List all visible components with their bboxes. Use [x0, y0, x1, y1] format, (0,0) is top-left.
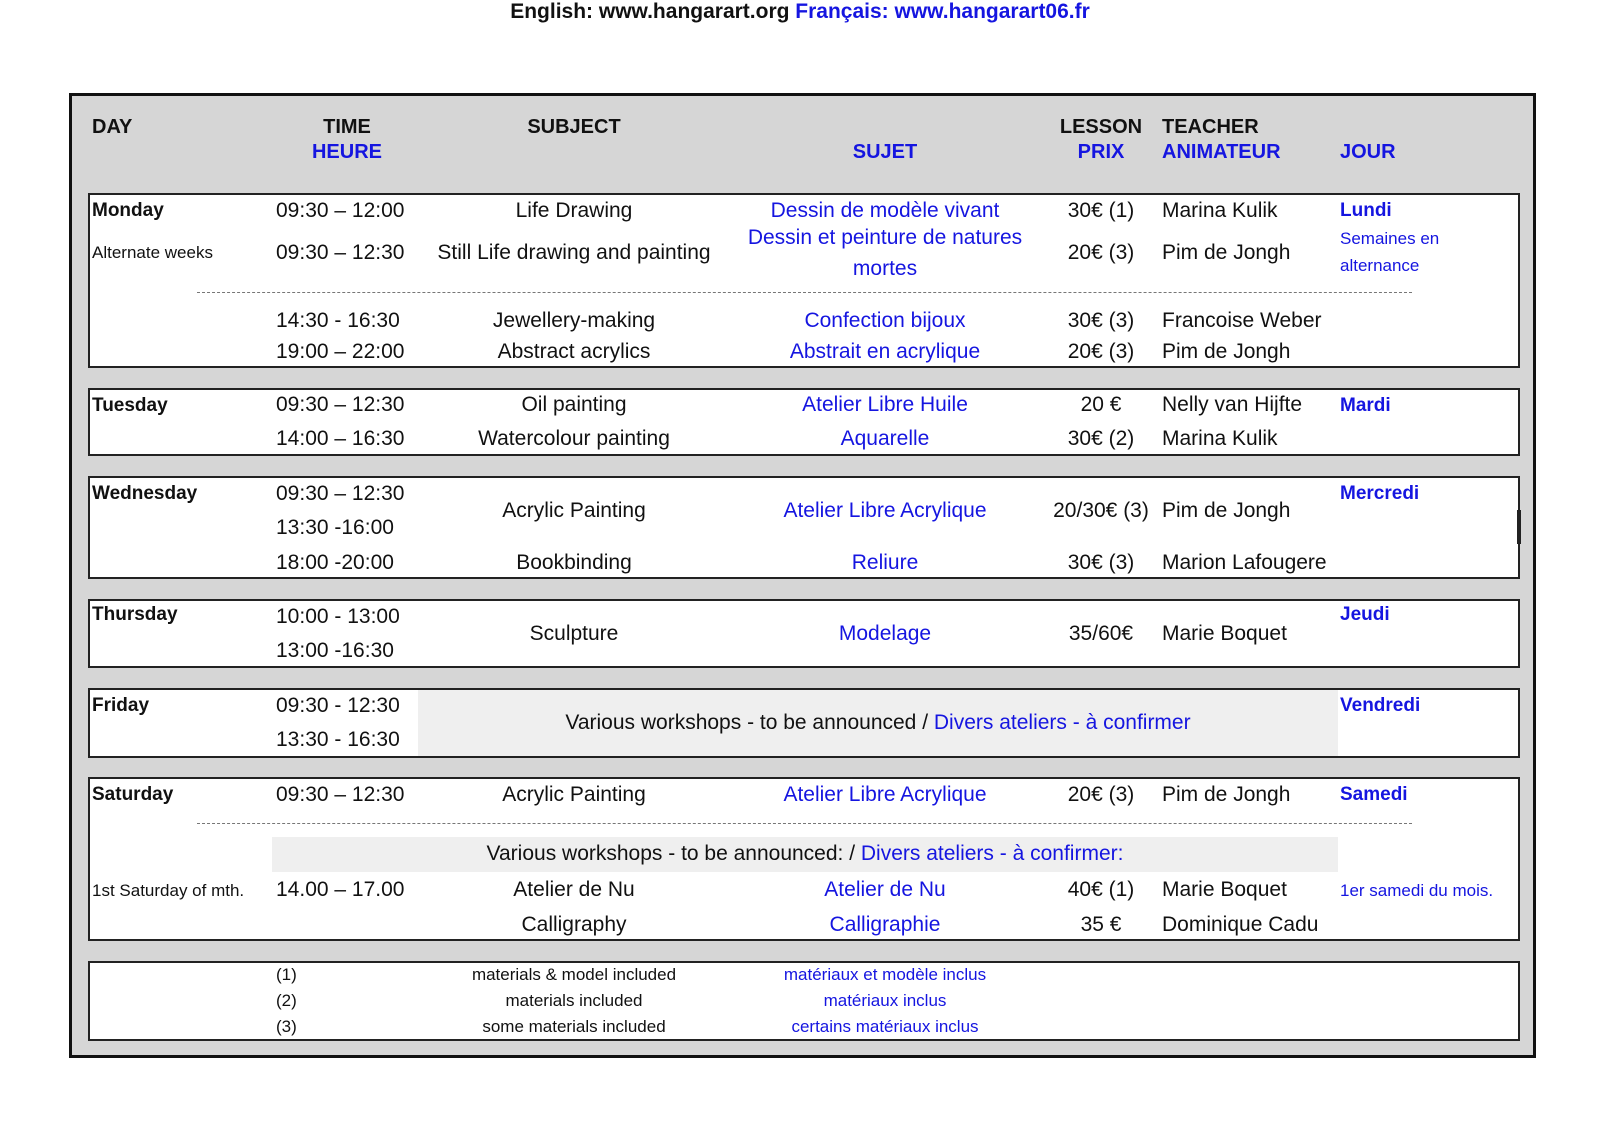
saturday-teacher-2: Marie Boquet — [1162, 878, 1287, 901]
tuesday-row2-price: 30€ (2) — [1067, 427, 1135, 450]
tuesday-jour: Mardi — [1340, 395, 1391, 416]
col-header-prix: PRIX — [1077, 141, 1125, 163]
friday-label: Friday — [92, 695, 150, 716]
wednesday-price-1: 20/30€ (3) — [1053, 499, 1149, 522]
wednesday-subject-1: Acrylic Painting — [502, 499, 646, 522]
saturday-sujet-1: Atelier Libre Acrylique — [783, 783, 987, 806]
friday-time-2: 13:30 - 16:30 — [276, 728, 400, 751]
saturday-announcement-fr: Divers ateliers - à confirmer: — [860, 842, 1124, 865]
col-header-heure: HEURE — [311, 141, 382, 163]
monday-divider — [197, 292, 1412, 293]
monday-jour: Lundi — [1340, 200, 1392, 221]
wednesday-jour: Mercredi — [1340, 483, 1420, 504]
monday-row2-teacher: Pim de Jongh — [1162, 241, 1291, 264]
saturday-subject-2: Atelier de Nu — [513, 878, 635, 901]
footnote-1-en: materials & model included — [471, 965, 677, 984]
monday-row2-price: 20€ (3) — [1067, 241, 1135, 264]
saturday-time-2: 14.00 – 17.00 — [276, 878, 405, 901]
footnote-2-en: materials included — [505, 991, 643, 1010]
monday-row1-price: 30€ (1) — [1067, 199, 1135, 222]
monday-note: Alternate weeks — [92, 243, 213, 262]
friday-announcement — [418, 711, 1338, 735]
monday-note-fr-2: alternance — [1340, 256, 1420, 275]
wednesday-sujet-1: Atelier Libre Acrylique — [783, 499, 987, 522]
col-header-teacher: TEACHER — [1162, 116, 1259, 138]
monday-row3-price: 30€ (3) — [1067, 309, 1135, 332]
monday-row1-time: 09:30 – 12:00 — [276, 199, 405, 222]
english-url-link[interactable]: www.hangarart.org — [598, 0, 790, 23]
monday-row2-time: 09:30 – 12:30 — [276, 241, 405, 264]
saturday-price-1: 20€ (3) — [1067, 783, 1135, 806]
saturday-divider — [197, 823, 1412, 824]
friday-time-1: 09:30 - 12:30 — [276, 694, 400, 717]
monday-row1-sujet: Dessin de modèle vivant — [770, 199, 1000, 222]
footnote-2-fr: matériaux inclus — [823, 991, 947, 1010]
saturday-sujet-2: Atelier de Nu — [824, 878, 946, 901]
tuesday-row1-teacher: Nelly van Hijfte — [1162, 393, 1303, 416]
saturday-jour: Samedi — [1340, 784, 1408, 805]
col-header-lesson: LESSON — [1059, 116, 1143, 138]
thursday-label: Thursday — [92, 604, 178, 625]
footnote-1-mark: (1) — [276, 965, 297, 984]
monday-row3-sujet: Confection bijoux — [804, 309, 966, 332]
col-header-day: DAY — [92, 116, 133, 138]
scroll-marker — [1517, 510, 1521, 544]
saturday-price-2: 40€ (1) — [1067, 878, 1135, 901]
wednesday-teacher-2: Marion Lafougere — [1162, 551, 1327, 574]
tuesday-row1-subject: Oil painting — [521, 393, 627, 416]
friday-announcement-en: Various workshops - to be announced / — [565, 711, 934, 734]
saturday-announcement — [272, 842, 1338, 866]
saturday-sujet-3: Calligraphie — [829, 913, 941, 936]
monday-row4-time: 19:00 – 22:00 — [276, 340, 405, 363]
tuesday-row1-time: 09:30 – 12:30 — [276, 393, 405, 416]
wednesday-subject-2: Bookbinding — [516, 551, 632, 574]
footnote-2-mark: (2) — [276, 991, 297, 1010]
monday-row2-subject: Still Life drawing and painting — [437, 241, 711, 264]
saturday-time-1: 09:30 – 12:30 — [276, 783, 405, 806]
wednesday-label: Wednesday — [92, 483, 198, 504]
wednesday-time-1: 09:30 – 12:30 — [276, 482, 405, 505]
monday-label: Monday — [92, 200, 164, 221]
tuesday-row2-time: 14:00 – 16:30 — [276, 427, 405, 450]
footnote-3-mark: (3) — [276, 1017, 297, 1036]
french-url-link[interactable]: www.hangarart06.fr — [894, 0, 1090, 23]
monday-row3-subject: Jewellery-making — [492, 309, 656, 332]
monday-row1-subject: Life Drawing — [515, 199, 633, 222]
col-header-jour: JOUR — [1340, 141, 1396, 163]
thursday-subject: Sculpture — [529, 622, 619, 645]
saturday-teacher-1: Pim de Jongh — [1162, 783, 1291, 806]
french-label: Français: — [789, 0, 895, 23]
wednesday-time-3: 18:00 -20:00 — [276, 551, 394, 574]
col-header-time: TIME — [323, 116, 371, 138]
thursday-price: 35/60€ — [1068, 622, 1134, 645]
monday-row2-sujet-1: Dessin et peinture de natures — [747, 226, 1023, 249]
footnote-3-en: some materials included — [482, 1017, 666, 1036]
saturday-subject-3: Calligraphy — [521, 913, 627, 936]
thursday-teacher: Marie Boquet — [1162, 622, 1287, 645]
tuesday-row1-price: 20 € — [1080, 393, 1122, 416]
footnote-3-fr: certains matériaux inclus — [791, 1017, 979, 1036]
col-header-subject: SUBJECT — [527, 116, 621, 138]
english-label: English: — [510, 0, 599, 23]
monday-note-fr-1: Semaines en — [1340, 229, 1440, 248]
thursday-jour: Jeudi — [1340, 604, 1390, 625]
saturday-note-fr: 1er samedi du mois. — [1340, 881, 1494, 900]
tuesday-row2-sujet: Aquarelle — [840, 427, 930, 450]
friday-announcement-fr: Divers ateliers - à confirmer — [933, 711, 1191, 734]
wednesday-teacher-1: Pim de Jongh — [1162, 499, 1291, 522]
monday-row1-teacher: Marina Kulik — [1162, 199, 1278, 222]
monday-row4-subject: Abstract acrylics — [497, 340, 651, 363]
thursday-time-1: 10:00 - 13:00 — [276, 605, 400, 628]
saturday-announcement-en: Various workshops - to be announced: / — [486, 842, 861, 865]
header-links — [0, 0, 1600, 24]
saturday-note: 1st Saturday of mth. — [92, 881, 245, 900]
col-header-animateur: ANIMATEUR — [1162, 141, 1281, 163]
wednesday-price-2: 30€ (3) — [1067, 551, 1135, 574]
footnote-1-fr: matériaux et modèle inclus — [783, 965, 987, 984]
monday-row4-price: 20€ (3) — [1067, 340, 1135, 363]
monday-row3-time: 14:30 - 16:30 — [276, 309, 400, 332]
thursday-time-2: 13:00 -16:30 — [276, 639, 394, 662]
wednesday-time-2: 13:30 -16:00 — [276, 516, 394, 539]
tuesday-label: Tuesday — [92, 395, 168, 416]
thursday-sujet: Modelage — [838, 622, 932, 645]
tuesday-row2-teacher: Marina Kulik — [1162, 427, 1278, 450]
saturday-label: Saturday — [92, 784, 174, 805]
tuesday-row1-sujet: Atelier Libre Huile — [802, 393, 968, 416]
tuesday-row2-subject: Watercolour painting — [478, 427, 670, 450]
monday-row3-teacher: Francoise Weber — [1162, 309, 1322, 332]
monday-row4-teacher: Pim de Jongh — [1162, 340, 1291, 363]
friday-jour: Vendredi — [1340, 695, 1421, 716]
saturday-subject-1: Acrylic Painting — [502, 783, 646, 806]
monday-row2-sujet-2: mortes — [852, 257, 918, 280]
col-header-sujet: SUJET — [852, 141, 918, 163]
saturday-price-3: 35 € — [1080, 913, 1122, 936]
saturday-teacher-3: Dominique Cadu — [1162, 913, 1319, 936]
monday-row4-sujet: Abstrait en acrylique — [789, 340, 981, 363]
wednesday-sujet-2: Reliure — [851, 551, 919, 574]
